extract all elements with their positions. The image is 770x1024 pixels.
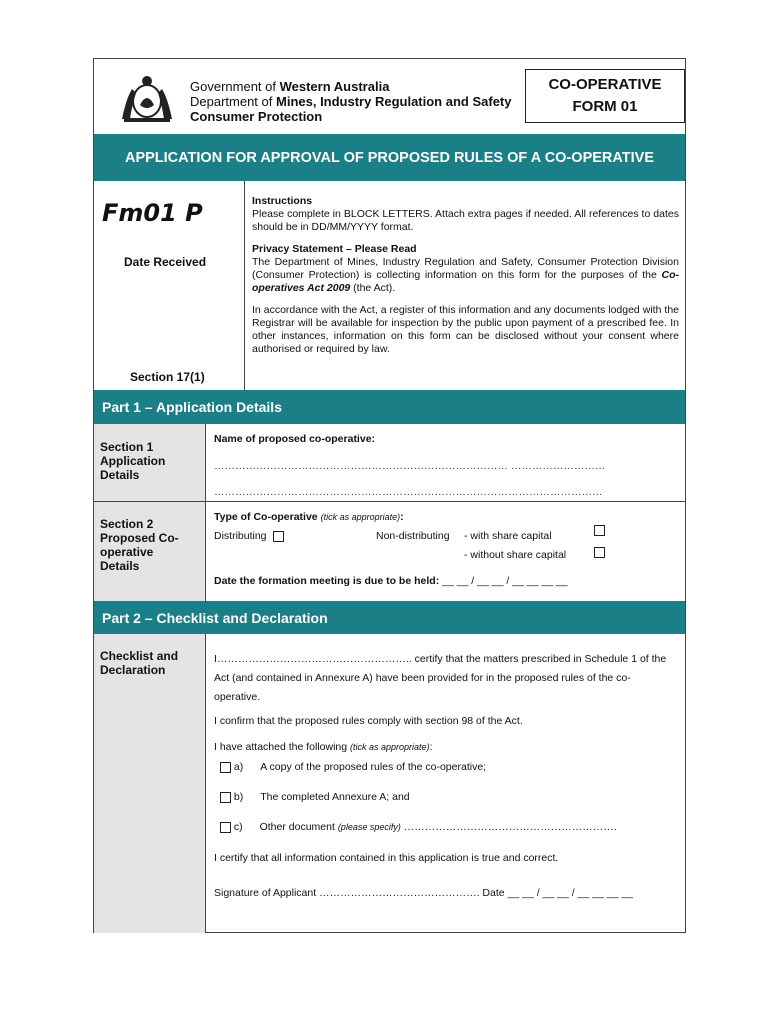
form-id-box: CO-OPERATIVE FORM 01 [525,69,685,123]
attachment-c-checkbox[interactable] [220,822,231,833]
signature-line[interactable]: Signature of Applicant ………………………………………. Date __ __ / __ __ / __ __ __ __ [214,887,634,899]
with-share-checkbox[interactable] [594,525,605,536]
attached-label: I have attached the following (tick as appropriate): [214,741,433,753]
non-distributing-label: Non-distributing [376,530,450,542]
attachment-b-checkbox[interactable] [220,792,231,803]
with-share-label: - with share capital [464,530,552,542]
part2-heading: Part 2 – Checklist and Declaration [94,601,685,634]
office-use-box [94,181,245,390]
form-page [93,58,686,933]
meeting-date: Date the formation meeting is due to be held: __ __ / __ __ / __ __ __ __ [214,575,568,587]
wa-crest-icon [116,73,178,125]
type-label: Type of Co-operative (tick as appropriate): [214,511,404,523]
certify-text: I……………………………………………….. certify that the matters prescribed in Schedule 1 of the Act (and contained in Annexure A) have been provided for in the proposed rules of the co-operative. [214,653,667,703]
form-code: Fm01 P [102,199,203,227]
distributing-checkbox[interactable] [273,531,284,542]
attachment-item-b: b) The completed Annexure A; and [220,791,410,804]
attachment-item-a: a) A copy of the proposed rules of the co-operative; [220,761,486,774]
section2-label: Section 2 Proposed Co-operative Details [100,517,179,573]
name-label: Name of proposed co-operative: [214,433,376,445]
distributing-option: Distributing [214,530,284,543]
checklist-label: Checklist and Declaration [100,649,179,677]
name-input-line-1[interactable]: ………………………………………………………………………… ……………………… [214,460,606,472]
certify-true-text: I certify that all information contained in this application is true and correct. [214,852,559,864]
privacy-heading: Privacy Statement – Please Read [252,243,417,255]
without-share-checkbox[interactable] [594,547,605,558]
instructions-text: Please complete in BLOCK LETTERS. Attach extra pages if needed. All references to dates should be in DD/MM/YYYY format. [252,208,679,233]
section1-label: Section 1 Application Details [100,440,166,482]
attachment-item-c: c) Other document (please specify) ……………………………………………………. [220,821,617,834]
other-document-input[interactable]: ……………………………………………………. [403,821,617,833]
section-label: Section 17(1) [130,370,205,384]
name-input-line-2[interactable]: ………………………………………………………………………………………………… [214,486,603,498]
confirm-text: I confirm that the proposed rules comply with section 98 of the Act. [214,715,523,727]
meeting-date-input[interactable]: __ __ / __ __ / __ __ __ __ [442,575,568,587]
instructions-block [252,195,679,356]
part1-divider [94,501,685,502]
date-received-label: Date Received [124,255,207,269]
part2-label-column [94,634,206,933]
agency-name: Government of Western Australia Department of Mines, Industry Regulation and Safety Consumer Protection [190,79,512,124]
attachment-a-checkbox[interactable] [220,762,231,773]
instructions-heading: Instructions [252,195,313,207]
register-text: In accordance with the Act, a register of this information and any documents lodged with the Registrar will be available for inspection by the public upon payment of a prescribed fee. In other instances, information on this form can be disclosed without your consent where authorised or required by law. [252,304,679,355]
without-share-label: - without share capital [464,549,567,561]
title-banner: APPLICATION FOR APPROVAL OF PROPOSED RULES OF A CO-OPERATIVE [94,134,685,181]
privacy-text: The Department of Mines, Industry Regulation and Safety, Consumer Protection Division (Consumer Protection) is collecting information on this form for the purposes of the Co-operatives Act 2009 (the Act). [252,256,679,294]
part1-heading: Part 1 – Application Details [94,390,685,424]
